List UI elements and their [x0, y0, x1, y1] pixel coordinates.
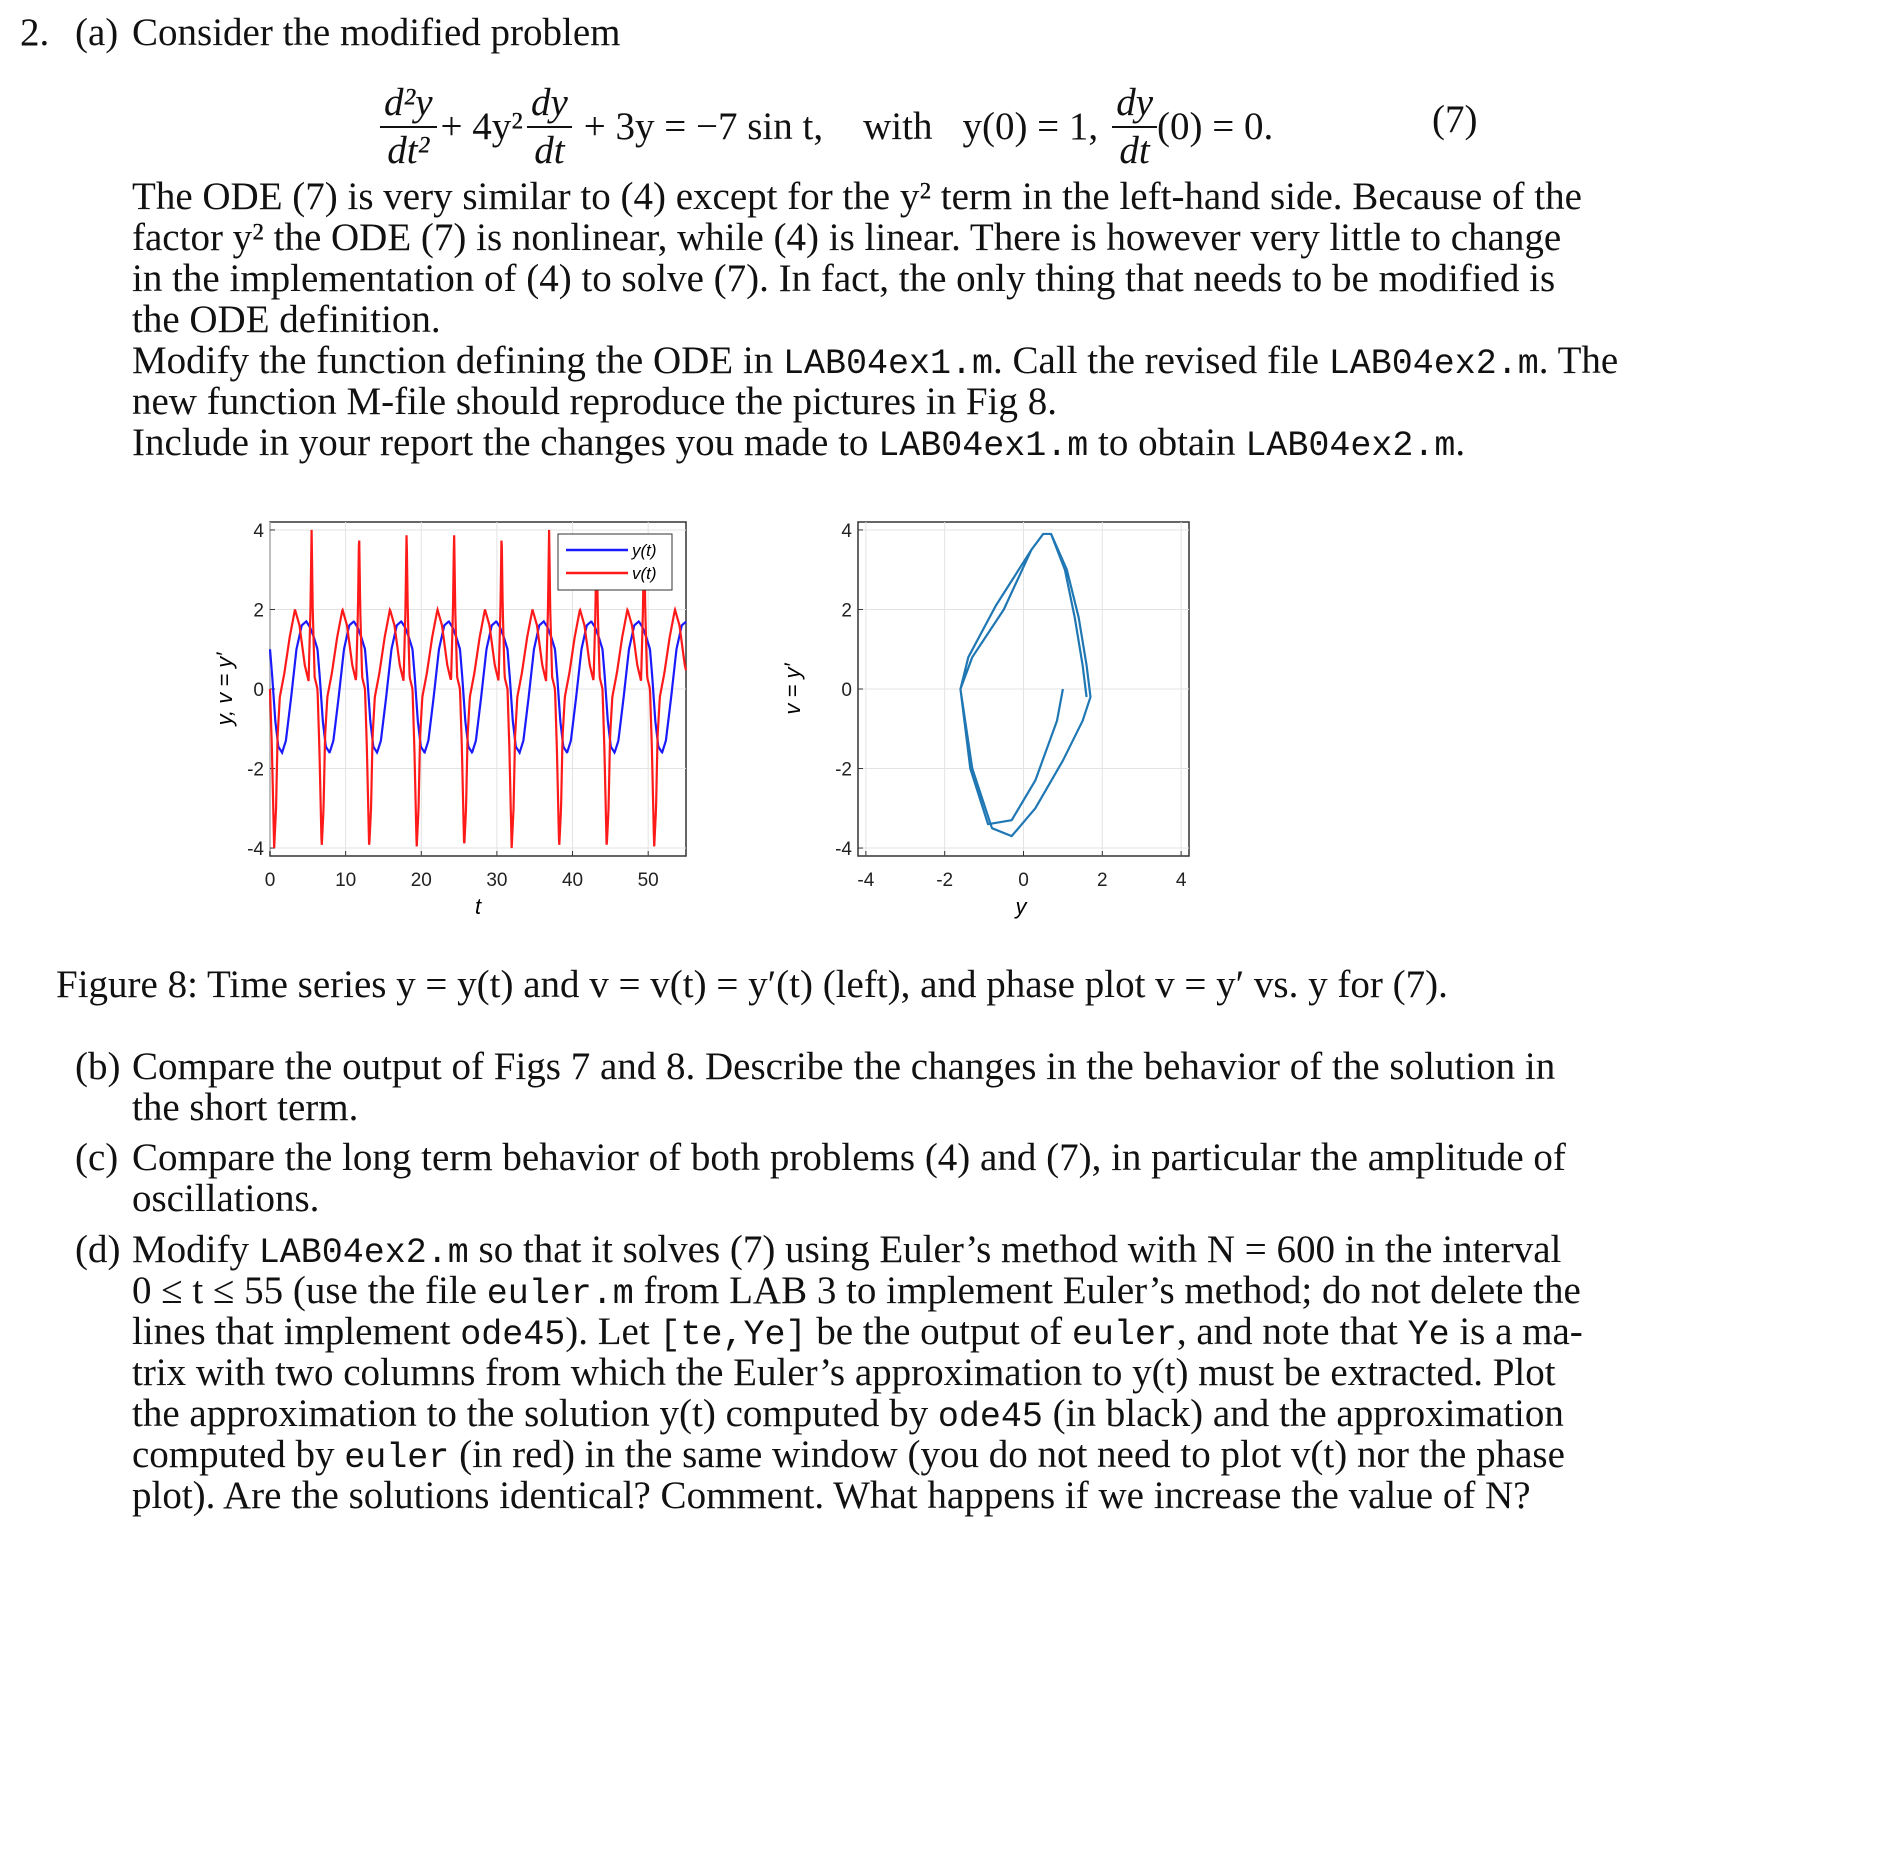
- para1-line: the ODE definition.: [132, 298, 441, 341]
- y-tick-label: -2: [247, 759, 264, 781]
- code-term: ode45: [460, 1315, 566, 1355]
- frac-num: d²y: [380, 80, 437, 128]
- part-d-label: (d): [75, 1228, 121, 1271]
- eq-with: with: [863, 105, 933, 148]
- x-tick-label: 30: [486, 870, 508, 891]
- text: Include in your report the changes you made to: [132, 421, 879, 464]
- code-term: Ye: [1407, 1315, 1450, 1355]
- legend: [558, 534, 672, 590]
- x-tick-label: -2: [936, 870, 954, 891]
- filename: LAB04ex2.m: [258, 1233, 469, 1273]
- para1-line: factor y² the ODE (7) is nonlinear, while (4) is linear. There is however very little to change: [132, 216, 1562, 259]
- ic-derivative-fraction: [1112, 80, 1157, 174]
- part-d-line4: trix with two columns from which the Euler’s approximation to y(t) must be extracted. Plot: [132, 1351, 1556, 1394]
- text: Modify: [132, 1228, 259, 1271]
- part-b-line: Compare the output of Figs 7 and 8. Describe the changes in the behavior of the solution in: [132, 1045, 1556, 1088]
- filename: LAB04ex2.m: [1328, 344, 1539, 384]
- frac-den: dt: [1119, 129, 1150, 172]
- frac-den: dt²: [387, 129, 430, 172]
- code-term: euler: [344, 1438, 450, 1478]
- y-tick-label: 0: [841, 680, 852, 701]
- filename: LAB04ex2.m: [1245, 426, 1456, 466]
- y-tick-label: 0: [253, 680, 264, 701]
- y-tick-label: -4: [835, 839, 852, 861]
- x-axis-label: t: [474, 894, 482, 919]
- frac-num: dy: [527, 80, 572, 128]
- second-derivative-fraction: [380, 80, 437, 174]
- part-a-intro: Consider the modified problem: [132, 11, 621, 54]
- para1-line: in the implementation of (4) to solve (7). In fact, the only thing that needs to be modified is: [132, 257, 1556, 300]
- part-c-line: Compare the long term behavior of both problems (4) and (7), in particular the amplitude of: [132, 1136, 1566, 1179]
- eq-rest: + 3y = −7 sin t,: [583, 105, 824, 148]
- y-axis-label: y, v = y′: [212, 652, 237, 726]
- x-tick-label: 0: [264, 870, 276, 891]
- x-tick-label: 10: [335, 870, 357, 891]
- x-tick-label: 20: [410, 870, 432, 891]
- filename: LAB04ex1.m: [782, 344, 994, 384]
- x-axis-label: y: [1015, 894, 1027, 919]
- para1-line: The ODE (7) is very similar to (4) except for the y² term in the left-hand side. Because of the: [132, 175, 1582, 218]
- para2-line2: new function M-file should reproduce the pictures in Fig 8.: [132, 380, 1057, 423]
- frac-num: dy: [1112, 80, 1157, 128]
- code-term: euler: [1071, 1315, 1177, 1355]
- text: the approximation to the solution y(t) computed by: [132, 1392, 938, 1435]
- legend-label-v: v(t): [632, 564, 657, 583]
- para2-line3: [132, 418, 1465, 471]
- frac-den: dt: [534, 129, 565, 172]
- part-a-label: (a): [75, 11, 119, 54]
- equation-tag: (7): [1432, 98, 1478, 141]
- y-tick-label: 4: [253, 520, 264, 542]
- text: to obtain: [1088, 421, 1246, 464]
- equation-7: [380, 72, 1273, 182]
- text: so that it solves (7) using Euler’s method with N = 600 in the interval: [468, 1228, 1562, 1271]
- text: (in black) and the approximation: [1042, 1392, 1564, 1435]
- legend-label-y: y(t): [632, 541, 657, 560]
- part-d-line7: plot). Are the solutions identical? Comment. What happens if we increase the value of N?: [132, 1474, 1531, 1517]
- code-term: ode45: [937, 1397, 1043, 1437]
- text: is a ma-: [1449, 1310, 1583, 1353]
- x-tick-label: -4: [857, 870, 875, 891]
- problem-number: 2.: [20, 11, 50, 54]
- figure-caption: Figure 8: Time series y = y(t) and v = v(t) = y′(t) (left), and phase plot v = y′ vs. y for (7).: [56, 963, 1448, 1006]
- part-b-line: the short term.: [132, 1086, 359, 1129]
- text: be the output of: [806, 1310, 1072, 1353]
- text: computed by: [132, 1433, 345, 1476]
- x-tick-label: 50: [637, 870, 659, 891]
- eq-term: + 4y²: [440, 105, 523, 148]
- y-axis-label: v = y′: [780, 663, 805, 715]
- code-term: [te,Ye]: [659, 1315, 807, 1355]
- time-series-plot: [212, 521, 686, 919]
- text: ). Let: [565, 1310, 660, 1353]
- text: (in red) in the same window (you do not need to plot v(t) nor the phase: [449, 1433, 1565, 1476]
- y-tick-label: 2: [253, 600, 264, 622]
- y-tick-label: 2: [841, 600, 852, 622]
- eq-ic1: y(0) = 1,: [962, 105, 1099, 148]
- x-tick-label: 4: [1175, 870, 1187, 891]
- phase-plot: [780, 521, 1189, 919]
- y-tick-label: 4: [841, 520, 852, 542]
- text: lines that implement: [132, 1310, 461, 1353]
- text: .: [1455, 421, 1466, 464]
- text: , and note that: [1176, 1310, 1408, 1353]
- first-derivative-fraction: [527, 80, 572, 174]
- x-tick-label: 40: [561, 870, 584, 891]
- text: . The: [1538, 339, 1619, 382]
- text: from LAB 3 to implement Euler’s method; do not delete the: [633, 1269, 1581, 1312]
- y-tick-label: -2: [835, 759, 852, 781]
- x-tick-label: 0: [1018, 870, 1029, 891]
- eq-ic2: (0) = 0.: [1157, 105, 1274, 148]
- text: 0 ≤ t ≤ 55 (use the file: [132, 1269, 487, 1312]
- text: . Call the revised file: [993, 339, 1329, 382]
- figure-8: [0, 500, 1902, 940]
- y-tick-label: -4: [247, 839, 264, 861]
- x-tick-label: 2: [1097, 870, 1108, 891]
- part-b-label: (b): [75, 1045, 121, 1088]
- part-c-label: (c): [75, 1136, 119, 1179]
- filename: LAB04ex1.m: [878, 426, 1089, 466]
- text: Modify the function defining the ODE in: [132, 339, 783, 382]
- filename: euler.m: [486, 1274, 634, 1314]
- part-c-line: oscillations.: [132, 1177, 320, 1220]
